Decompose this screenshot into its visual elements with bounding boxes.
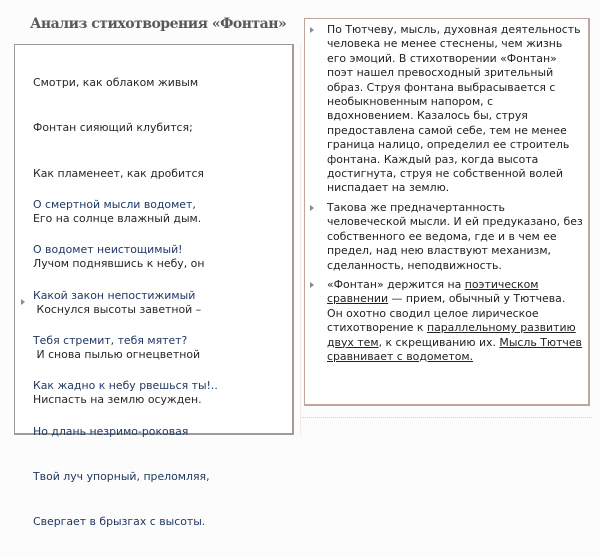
poem-line: Его на солнце влажный дым. xyxy=(33,212,202,226)
bullet-icon xyxy=(21,299,25,305)
analysis-list xyxy=(327,23,583,369)
paragraph-text: По Тютчеву, мысль, духовная деятельность человека не менее стеснены, чем жизнь его эмоций. В стихотворении «Фонтан» поэт нашел превосходный зрительный образ. Струя фонтана выбрасывается с необыкновенным напором, с вдохновением. Казалось бы, струя предоставлена самой себе, тем не менее граница налицо, определил ее строитель фонтана. Каждый раз, когда высота достигнута, струя не собственной волей ниспадает на землю. xyxy=(327,23,581,195)
poem-line: И снова пылью огнецветной xyxy=(33,347,201,361)
column-divider xyxy=(300,44,301,436)
poem-line: О смертной мысли водомет, xyxy=(33,198,196,212)
paragraph-text: «Фонтан» держится на xyxy=(327,277,465,291)
poem-line: Ниспасть на землю осужден. xyxy=(33,393,202,407)
poem-line: Фонтан сияющий клубится; xyxy=(33,121,193,135)
paragraph-text: Такова же предначертанность человеческой мысли. И ей предуказано, без собственного ее ведома, где и в чем ее предел, над нею властвуют механизм, сделанность, неподвижность. xyxy=(327,200,583,272)
poem-line: Свергает в брызгах с высоты. xyxy=(33,515,206,529)
poem-box xyxy=(14,44,294,529)
poem-line: Твой луч упорный, преломляя, xyxy=(33,469,210,483)
bullet-icon xyxy=(310,27,314,33)
poem-line: Смотри, как облаком живым xyxy=(33,76,199,90)
bullet-icon xyxy=(310,282,314,288)
paragraph-text: , к скрещиванию их. xyxy=(378,335,500,349)
poem-line: Какой закон непостижимый xyxy=(33,288,196,302)
analysis-paragraph-3 xyxy=(327,278,583,364)
analysis-paragraph-2 xyxy=(327,201,583,273)
bullet-icon xyxy=(310,205,314,211)
poem-line: О водомет неистощимый! xyxy=(33,243,183,257)
poem-stanza-2 xyxy=(33,167,218,559)
poem-line: Лучом поднявшись к небу, он xyxy=(33,257,205,271)
poem-line: Как жадно к небу рвешься ты!.. xyxy=(33,379,218,393)
analysis-paragraph-1 xyxy=(327,23,583,196)
paragraph-text: — прием, обычный у Тютчева. Он охотно сводил целое лирическое стихотворение к xyxy=(327,292,566,335)
poem-line: Коснулся высоты заветной – xyxy=(33,302,202,316)
underlined-phrase: Мысль Тютчев сравнивает с водометом. xyxy=(327,335,582,363)
slide-title: Анализ стихотворения «Фонтан» xyxy=(30,16,287,32)
underlined-phrase: поэтическом сравнении xyxy=(327,277,539,306)
poem-line: Тебя стремит, тебя мятет? xyxy=(33,334,188,348)
poem-line: Как пламенеет, как дробится xyxy=(33,166,204,180)
analysis-box xyxy=(304,18,590,406)
underlined-phrase: параллельному развитию двух тем xyxy=(327,321,576,349)
poem-line: Но длань незримо-роковая xyxy=(33,424,189,438)
dotted-divider xyxy=(302,417,592,418)
